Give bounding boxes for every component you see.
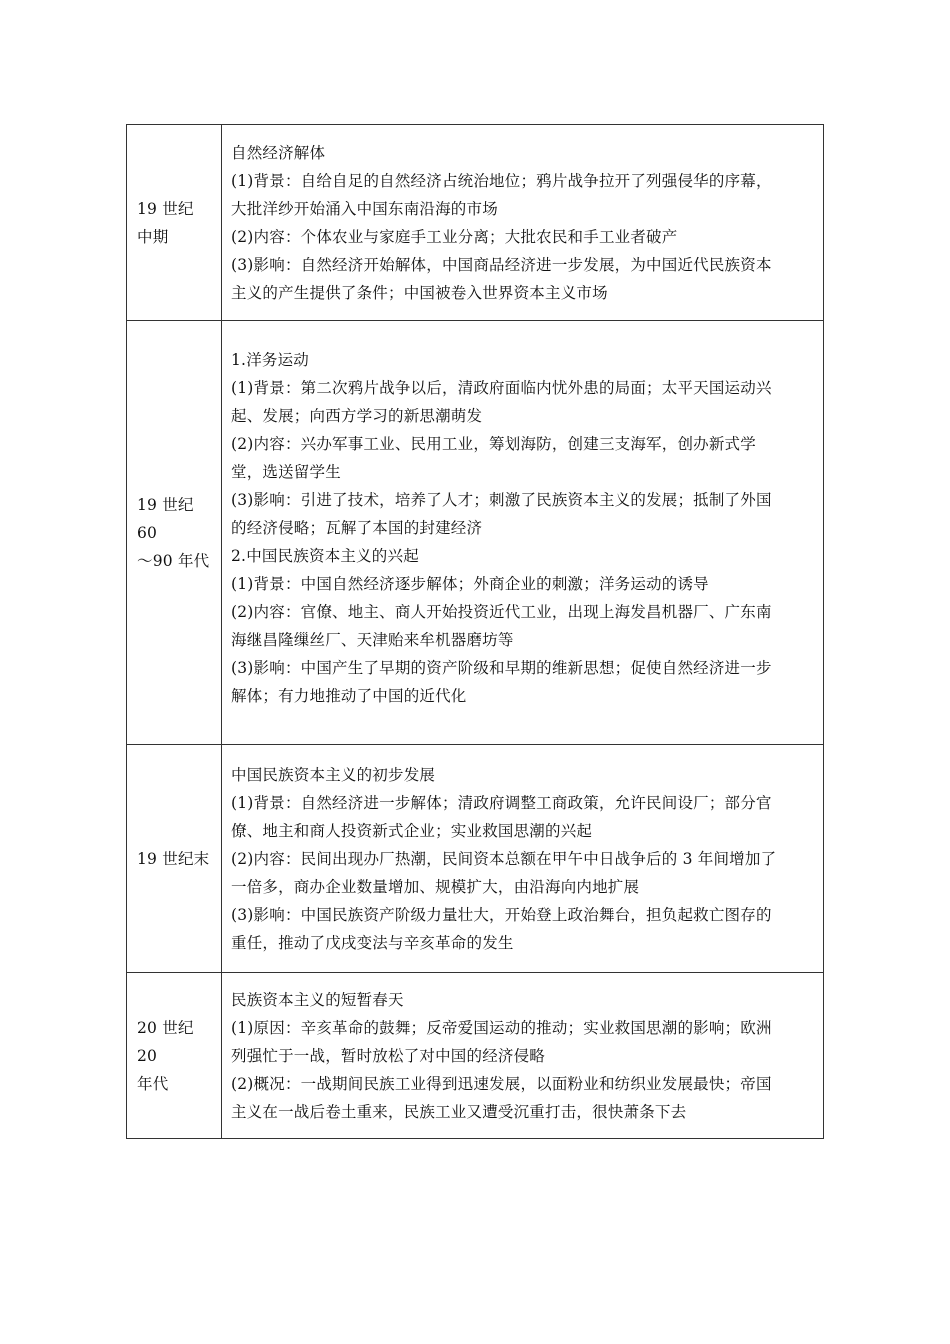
period-cell [127, 973, 222, 1139]
period-cell [127, 745, 222, 973]
content-line: (1)背景：第二次鸦片战争以后，清政府面临内忧外患的局面；太平天国运动兴 [231, 378, 772, 397]
content-line: (3)影响：自然经济开始解体，中国商品经济进一步发展，为中国近代民族资本 [231, 255, 772, 274]
content-line: 海继昌隆缫丝厂、天津贻来牟机器磨坊等 [231, 630, 514, 649]
content-cell [222, 321, 824, 745]
content-line: 的经济侵略；瓦解了本国的封建经济 [231, 518, 483, 537]
period-text: 中期 [137, 227, 169, 246]
content-line: (2)内容：个体农业与家庭手工业分离；大批农民和手工业者破产 [231, 227, 678, 246]
period-text: 19 世纪末 [137, 849, 210, 868]
content-line: 主义在一战后卷土重来，民族工业又遭受沉重打击，很快萧条下去 [231, 1102, 687, 1121]
history-table [126, 124, 824, 1139]
content-line: (2)内容：兴办军事工业、民用工业，筹划海防，创建三支海军，创办新式学 [231, 434, 756, 453]
content-cell [222, 745, 824, 973]
content-line: 重任，推动了戊戌变法与辛亥革命的发生 [231, 933, 514, 952]
content-line: 僚、地主和商人投资新式企业；实业救国思潮的兴起 [231, 821, 593, 840]
table-row [127, 125, 824, 321]
content-line: 起、发展；向西方学习的新思潮萌发 [231, 406, 483, 425]
content-line: (3)影响：中国民族资产阶级力量壮大，开始登上政治舞台，担负起救亡图存的 [231, 905, 772, 924]
period-text: 19 世纪 [137, 199, 194, 218]
content-line: 解体；有力地推动了中国的近代化 [231, 686, 467, 705]
table-row [127, 745, 824, 973]
period-text: 20 世纪 20 [137, 1018, 194, 1065]
period-cell [127, 125, 222, 321]
content-line: (1)背景：中国自然经济逐步解体；外商企业的刺激；洋务运动的诱导 [231, 574, 709, 593]
content-line: (3)影响：引进了技术，培养了人才；刺激了民族资本主义的发展；抵制了外国 [231, 490, 772, 509]
period-text: 19 世纪 60 [137, 495, 194, 542]
period-text: ～90 年代 [137, 551, 210, 570]
content-line: (1)背景：自然经济进一步解体；清政府调整工商政策，允许民间设厂；部分官 [231, 793, 772, 812]
table-row [127, 321, 824, 745]
content-line: 一倍多，商办企业数量增加、规模扩大，由沿海向内地扩展 [231, 877, 640, 896]
content-line: (2)概况：一战期间民族工业得到迅速发展，以面粉业和纺织业发展最快；帝国 [231, 1074, 772, 1093]
content-line: 主义的产生提供了条件；中国被卷入世界资本主义市场 [231, 283, 608, 302]
content-line: (2)内容：民间出现办厂热潮，民间资本总额在甲午中日战争后的 3 年间增加了 [231, 849, 777, 868]
content-line: 大批洋纱开始涌入中国东南沿海的市场 [231, 199, 498, 218]
content-cell [222, 973, 824, 1139]
content-line: (3)影响：中国产生了早期的资产阶级和早期的维新思想；促使自然经济进一步 [231, 658, 772, 677]
section-heading: 民族资本主义的短暂春天 [231, 990, 404, 1009]
period-cell [127, 321, 222, 745]
period-text: 年代 [137, 1074, 169, 1093]
section-heading: 中国民族资本主义的初步发展 [231, 765, 436, 784]
table-row [127, 973, 824, 1139]
content-line: (2)内容：官僚、地主、商人开始投资近代工业，出现上海发昌机器厂、广东南 [231, 602, 772, 621]
content-line: (1)原因：辛亥革命的鼓舞；反帝爱国运动的推动；实业救国思潮的影响；欧洲 [231, 1018, 772, 1037]
section-heading: 1.洋务运动 [231, 350, 309, 369]
content-line: 列强忙于一战，暂时放松了对中国的经济侵略 [231, 1046, 546, 1065]
content-line: (1)背景：自给自足的自然经济占统治地位；鸦片战争拉开了列强侵华的序幕， [231, 171, 772, 190]
history-table-container [126, 124, 824, 1139]
section-heading: 自然经济解体 [231, 143, 326, 162]
content-cell [222, 125, 824, 321]
content-line: 堂，选送留学生 [231, 462, 341, 481]
section-heading: 2.中国民族资本主义的兴起 [231, 546, 419, 565]
